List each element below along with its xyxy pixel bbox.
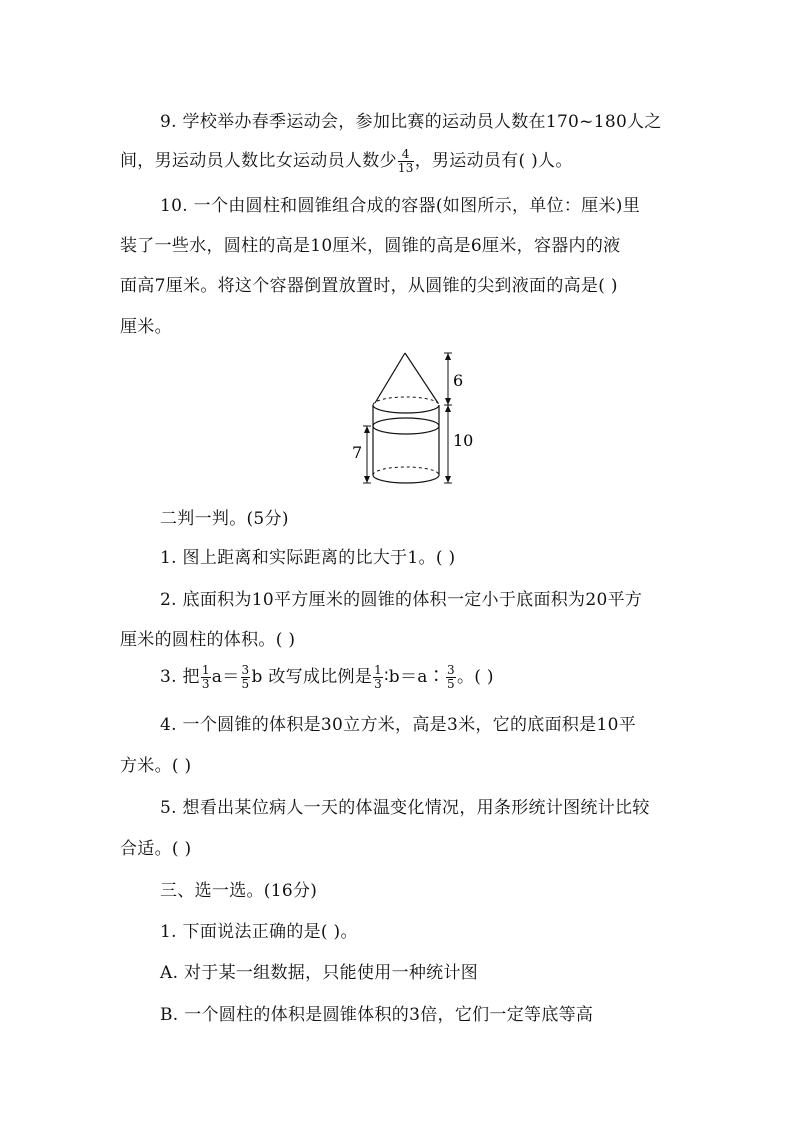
s2-item1: 1. 图上距离和实际距离的比大于1。( ) — [160, 548, 456, 568]
cone-right-edge — [405, 353, 438, 403]
q9-line1: 9. 学校举办春季运动会，参加比赛的运动员人数在170~180人之 — [160, 112, 662, 132]
water-surface — [373, 418, 439, 434]
s2-item2-line1: 2. 底面积为10平方厘米的圆锥的体积一定小于底面积为20平方 — [160, 590, 643, 610]
q10-line3: 面高7厘米。将这个容器倒置放置时，从圆锥的尖到液面的高是( ) — [120, 276, 618, 296]
s2-item3-pre: 3. 把 — [160, 667, 200, 687]
q10-line2: 装了一些水，圆柱的高是10厘米，圆锥的高是6厘米，容器内的液 — [120, 236, 621, 256]
cone-cylinder-figure — [345, 345, 485, 490]
label-cylinder-height: 10 — [453, 431, 474, 450]
s3-q1: 1. 下面说法正确的是( )。 — [160, 922, 358, 942]
q10-line1: 10. 一个由圆柱和圆锥组合成的容器(如图所示，单位：厘米)里 — [160, 196, 641, 216]
q9-fraction — [398, 148, 414, 175]
s2-item5-line2: 合适。( ) — [120, 839, 192, 859]
q9-frac-den: 13 — [397, 161, 414, 175]
section3-heading: 三、选一选。(16分) — [160, 881, 318, 901]
s2-item3-frac1: $\frac{1}{3}$ — [201, 663, 210, 691]
cylinder-top-front — [373, 405, 439, 413]
s2-item4-line2: 方米。( ) — [120, 756, 192, 776]
s2-item2-line2: 厘米的圆柱的体积。( ) — [120, 630, 296, 650]
s2-item4-line1: 4. 一个圆锥的体积是30立方米，高是3米，它的底面积是10平 — [160, 715, 637, 735]
q9-line2-post: ，男运动员有( )人。 — [414, 151, 573, 171]
s2-item3-frac2: $\frac{3}{5}$ — [241, 663, 250, 691]
q10-line4: 厘米。 — [120, 317, 172, 337]
s2-item3-frac3: $\frac{1}{3}$ — [374, 663, 383, 691]
s3-option-b: B. 一个圆柱的体积是圆锥体积的3倍，它们一定等底等高 — [160, 1005, 594, 1025]
label-water-height: 7 — [352, 443, 363, 462]
s2-item5-line1: 5. 想看出某位病人一天的体温变化情况，用条形统计图统计比较 — [160, 798, 650, 818]
q9-line2-pre: 间，男运动员人数比女运动员人数少 — [120, 151, 397, 171]
label-cone-height: 6 — [453, 371, 464, 390]
cylinder-bottom-back — [373, 467, 439, 475]
cylinder-top-back — [373, 397, 439, 405]
cylinder-bottom-front — [373, 475, 439, 483]
section2-heading: 二判一判。(5分) — [160, 509, 289, 529]
s3-option-a: A. 对于某一组数据，只能使用一种统计图 — [160, 963, 479, 983]
s2-item3: 3. 把 $\frac{1}{3}$ a＝ $\frac{3}{5}$ b 改写成比例是 $\frac{1}{3}$ ∶b＝a∶ $\frac{3}{5}$ 。( ) — [160, 663, 494, 691]
q9-frac-num: 4 — [398, 148, 414, 162]
s2-item3-frac4: $\frac{3}{5}$ — [447, 663, 455, 691]
q9-line2 — [120, 146, 573, 175]
cone-left-edge — [375, 353, 405, 403]
